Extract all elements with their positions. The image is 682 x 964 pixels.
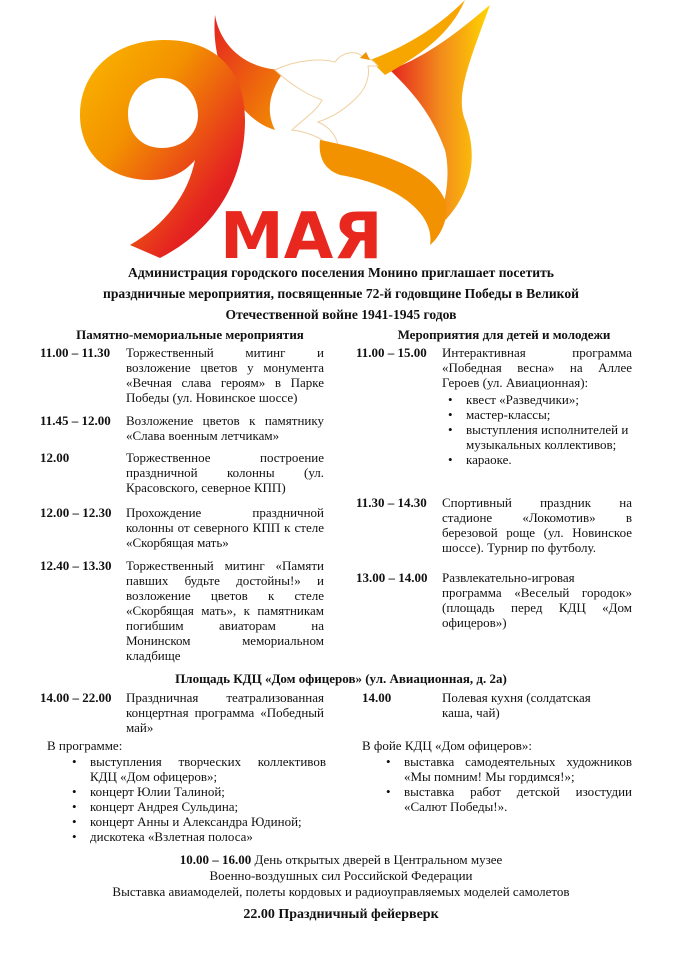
event-description: Развлекательно-игровая программа «Веселый городок» (площадь перед КДЦ «Дом офицеров»): [442, 570, 632, 630]
event-description: Торжественное построение праздничной колонны (ул. Красовского, северное КПП): [126, 450, 324, 495]
museum-line: Военно-воздушных сил Российской Федерации: [209, 868, 473, 883]
event-description: Торжественный митинг «Памяти павших будьте достойны!» и возложение цветов к стеле «Скорбящая мать», к памятникам погибшим авиаторам на Монинском мемориальном кладбище: [126, 558, 324, 663]
title-line: Отечественной войне 1941-1945 годов: [225, 307, 457, 322]
event-time: 14.00 – 22.00: [40, 690, 112, 705]
event-description: Интерактивная программа «Победная весна» на Аллее Героев (ул. Авиационная):: [442, 345, 632, 390]
event-time: 11.00 – 11.30: [40, 345, 111, 360]
event-description: Спортивный праздник на стадионе «Локомотив» в березовой роще (ул. Новинское шоссе). Турнир по футболу.: [442, 495, 632, 555]
list-item: • концерт Андрея Сульдина;: [66, 799, 326, 814]
list-item: • выступления исполнителей и музыкальных коллективов;: [442, 422, 634, 452]
event-time: 11.45 – 12.00: [40, 413, 111, 428]
event-description: Полевая кухня (солдатская каша, чай): [442, 690, 591, 720]
list-item: • мастер-классы;: [442, 407, 634, 422]
program-label: В программе:: [47, 738, 123, 753]
list-item: • концерт Анны и Александра Юдиной;: [66, 814, 326, 829]
list-item: • концерт Юлии Талиной;: [66, 784, 326, 799]
event-bullet-list: [442, 392, 634, 467]
museum-text: День открытых дверей в Центральном музее: [254, 852, 503, 867]
exhibition-line: Выставка авиамоделей, полеты кордовых и радиоуправляемых моделей самолетов: [112, 884, 570, 899]
square-heading: Площадь КДЦ «Дом офицеров» (ул. Авиационная, д. 2а): [175, 671, 507, 686]
event-description: Праздничная театрализованная концертная программа «Победный май»: [126, 690, 324, 735]
event-time: 14.00: [362, 690, 392, 705]
event-time: 11.00 – 15.00: [356, 345, 427, 360]
left-column-heading: Памятно-мемориальные мероприятия: [76, 327, 304, 342]
fireworks-announcement: 22.00 Праздничный фейерверк: [243, 907, 439, 922]
museum-line: [20, 852, 662, 867]
invitation-title: [20, 262, 662, 325]
list-item: • караоке.: [442, 452, 634, 467]
museum-time: 10.00 – 16.00: [179, 852, 252, 867]
event-description: Прохождение праздничной колонны от северного КПП к стеле «Скорбящая мать»: [126, 505, 324, 550]
logo-word: МАЯ: [220, 200, 383, 262]
title-line: праздничные мероприятия, посвященные 72-й годовщине Победы в Великой: [103, 286, 579, 301]
event-description: Торжественный митинг и возложение цветов у монумента «Вечная слава героям» в Парке Победы (ул. Новинское шоссе): [126, 345, 324, 405]
event-time: 13.00 – 14.00: [356, 570, 428, 585]
list-item: • квест «Разведчики»;: [442, 392, 634, 407]
logo-graphic: [70, 0, 490, 262]
list-item: • дискотека «Взлетная полоса»: [66, 829, 326, 844]
event-description: Возложение цветов к памятнику «Слава военным летчикам»: [126, 413, 324, 443]
event-time: 12.00: [40, 450, 70, 465]
program-list: [66, 754, 326, 844]
event-time: 11.30 – 14.30: [356, 495, 427, 510]
victory-day-logo: [70, 0, 490, 262]
event-time: 12.40 – 13.30: [40, 558, 112, 573]
list-item: • выставка самодеятельных художников «Мы помним! Мы гордимся!»;: [380, 754, 632, 784]
right-column-heading: Мероприятия для детей и молодежи: [397, 327, 611, 342]
list-item: • выступления творческих коллективов КДЦ «Дом офицеров»;: [66, 754, 326, 784]
event-time: 12.00 – 12.30: [40, 505, 112, 520]
title-line: Администрация городского поселения Монино приглашает посетить: [128, 265, 554, 280]
foyer-label: В фойе КДЦ «Дом офицеров»:: [362, 738, 532, 753]
foyer-list: [380, 754, 632, 814]
list-item: • выставка работ детской изостудии «Салют Победы!».: [380, 784, 632, 814]
